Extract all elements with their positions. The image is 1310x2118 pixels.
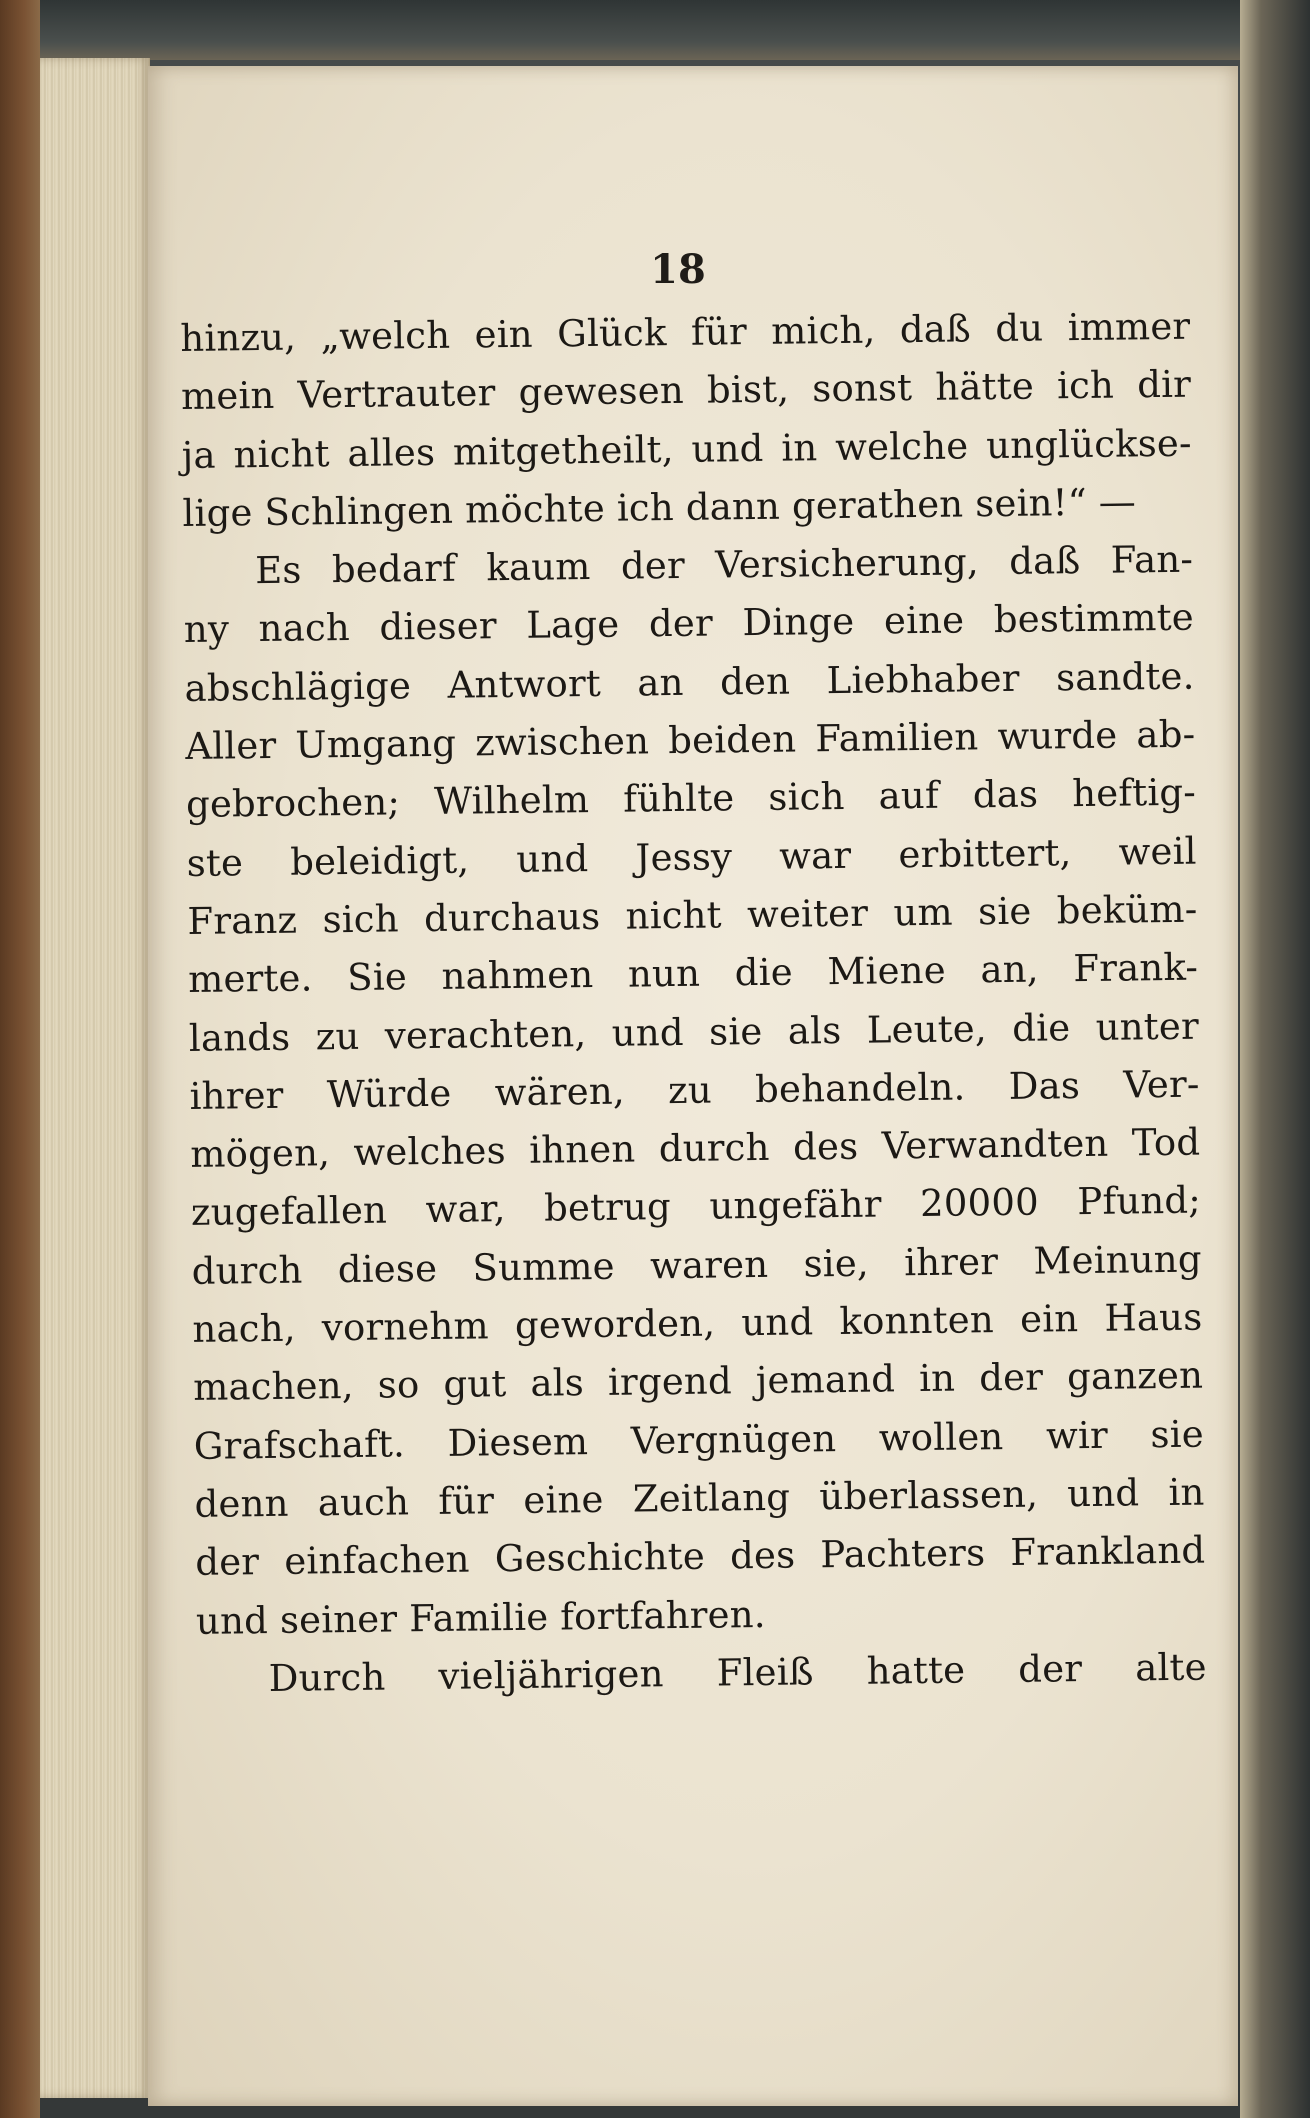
- text-line: nach, vornehm geworden, und konnten ein Haus: [192, 1295, 1203, 1351]
- book-cover-top: [0, 0, 1310, 60]
- text-line: lands zu verachten, und sie als Leute, die unter: [188, 1004, 1200, 1060]
- text-line: Franz sich durchaus nicht weiter um sie beküm-: [187, 887, 1198, 943]
- book-cover-left: [0, 0, 40, 2118]
- text-line: Durch vieljährigen Fleiß hatte der alte: [268, 1645, 1207, 1700]
- text-line: Grafschaft. Diesem Vergnügen wollen wir sie: [193, 1412, 1205, 1468]
- book-cover-right: [1240, 0, 1310, 2118]
- text-line: und seiner Familie fortfahren.: [195, 1592, 766, 1643]
- page-number: 18: [650, 246, 706, 293]
- text-line: mögen, welches ihnen durch des Verwandten Tod: [190, 1120, 1201, 1177]
- text-line: zugefallen war, betrug ungefähr 20000 Pfund;: [190, 1179, 1202, 1235]
- text-line: Es bedarf kaum der Versicherung, daß Fan-: [254, 537, 1194, 593]
- text-line: lige Schlingen möchte ich dann gerathen sein!“ —: [182, 480, 1137, 535]
- text-line: Aller Umgang zwischen beiden Familien wurde ab-: [185, 712, 1196, 769]
- text-line: hinzu, „welch ein Glück für mich, daß du immer: [180, 304, 1191, 360]
- text-line: abschlägige Antwort an den Liebhaber sandte.: [184, 654, 1195, 710]
- text-line: ny nach dieser Lage der Dinge eine bestimmte: [183, 596, 1195, 652]
- text-line: machen, so gut als irgend jemand in der ganzen: [192, 1353, 1204, 1410]
- page-text: [180, 298, 1207, 1709]
- text-line: der einfachen Geschichte des Pachters Frankland: [195, 1528, 1206, 1585]
- text-line: ihrer Würde wären, zu behandeln. Das Ver-: [189, 1062, 1200, 1118]
- text-line: gebrochen; Wilhelm fühlte sich auf das heftig-: [185, 771, 1197, 827]
- text-line: durch diese Summe waren sie, ihrer Meinung: [191, 1237, 1202, 1293]
- text-line: merte. Sie nahmen nun die Miene an, Frank-: [187, 945, 1199, 1002]
- page-edges: [40, 58, 150, 2098]
- text-line: ja nicht alles mitgetheilt, und in welche unglückse-: [181, 421, 1192, 477]
- text-line: denn auch für eine Zeitlang überlassen, und in: [194, 1470, 1205, 1526]
- text-line: mein Vertrauter gewesen bist, sonst hätte ich dir: [180, 362, 1192, 419]
- text-line: ste beleidigt, und Jessy war erbittert, weil: [186, 829, 1197, 885]
